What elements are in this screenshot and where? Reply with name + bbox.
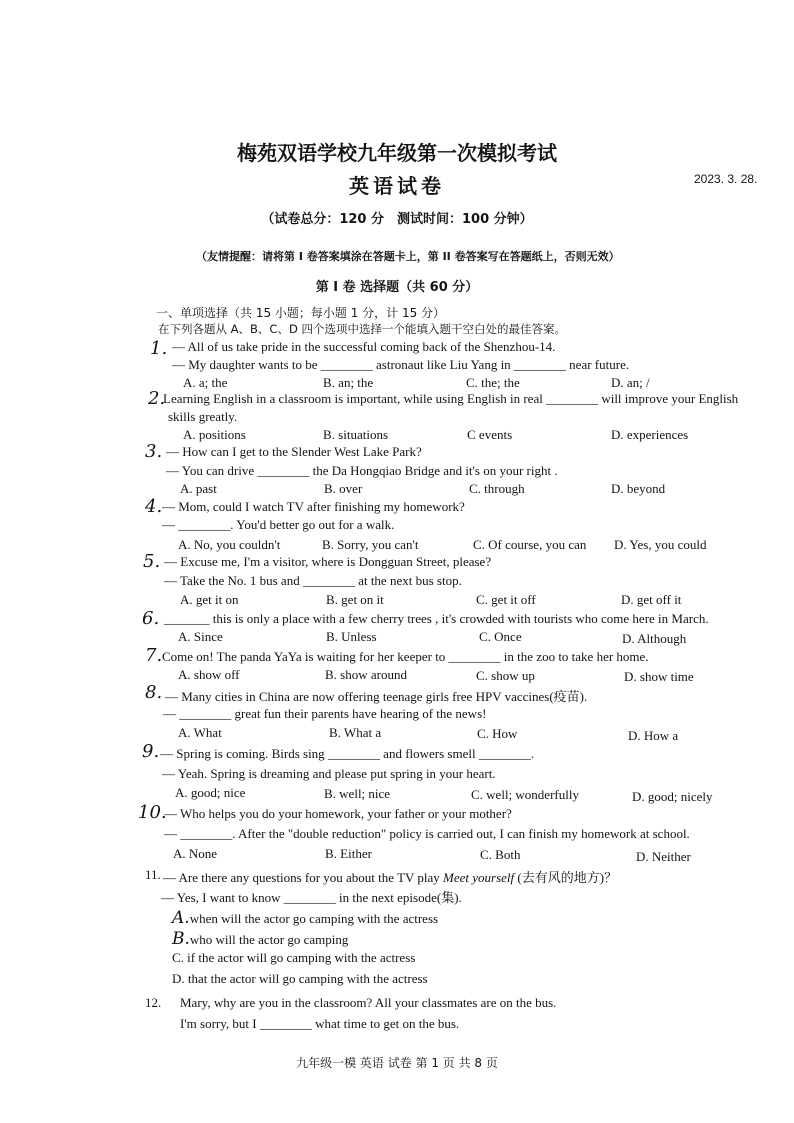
handwritten-mark: B.	[172, 929, 190, 949]
question-number: 7.	[145, 645, 163, 666]
question-line: — Who helps you do your homework, your father or your mother?	[164, 806, 512, 821]
option-a: A. Since	[178, 629, 223, 644]
question-number: 10.	[138, 802, 167, 823]
option-c: C. if the actor will go camping with the actress	[172, 950, 416, 965]
option-c: C. show up	[476, 668, 535, 683]
section-instruction: 在下列各题从 A、B、C、D 四个选项中选择一个能填入题干空白处的最佳答案。	[158, 322, 566, 336]
option-a: A. get it on	[180, 592, 239, 607]
question-line: skills greatly.	[168, 409, 238, 424]
option-d: D. that the actor will go camping with the actress	[172, 971, 428, 986]
exam-title: 梅苑双语学校九年级第一次模拟考试	[237, 141, 557, 165]
option-b: B. over	[324, 481, 363, 496]
option-a: A. good; nice	[175, 785, 246, 800]
part-title: 第 I 卷 选择题（共 60 分）	[315, 280, 479, 295]
option-a: A. a; the	[183, 375, 228, 390]
option-d: D. Neither	[636, 849, 691, 864]
question-number: 9.	[142, 741, 160, 762]
question-line: — ________. You'd better go out for a walk.	[162, 517, 395, 532]
question-number: 12.	[145, 995, 162, 1010]
option-d: D. an; /	[611, 375, 650, 390]
option-d: D. good; nicely	[632, 789, 713, 804]
question-number: 11.	[145, 867, 161, 882]
option-a: A. show off	[178, 667, 240, 682]
question-line: — Excuse me, I'm a visitor, where is Dongguan Street, please?	[164, 554, 492, 569]
question-line: — How can I get to the Slender West Lake Park?	[166, 444, 422, 459]
handwritten-mark: A.	[172, 908, 190, 928]
option-d: D. get off it	[621, 592, 682, 607]
option-a: A. past	[180, 481, 217, 496]
option-b: B. well; nice	[324, 786, 391, 801]
question-number: 5.	[143, 551, 161, 572]
section-title: 一、单项选择（共 15 小题；每小题 1 分，计 15 分）	[156, 306, 446, 320]
question-line: — Yeah. Spring is dreaming and please put spring in your heart.	[162, 766, 496, 781]
question-line: — Yes, I want to know ________ in the next episode(集).	[161, 890, 462, 905]
question-line: — ________. After the "double reduction" policy is carried out, I can finish my homework at school.	[164, 826, 690, 841]
option-a: A.when will the actor go camping with the actress	[172, 908, 439, 928]
question-line: Come on! The panda YaYa is waiting for her keeper to ________ in the zoo to take her home.	[162, 649, 649, 664]
option-b: B.who will the actor go camping	[172, 929, 349, 949]
question-number: 3.	[145, 441, 163, 462]
page-footer: 九年级一模 英语 试卷 第 1 页 共 8 页	[296, 1056, 498, 1070]
question-line: — You can drive ________ the Da Hongqiao Bridge and it's on your right .	[166, 463, 558, 478]
option-b: B. show around	[325, 667, 407, 682]
option-a: A. positions	[183, 427, 246, 442]
question-line: Learning English in a classroom is important, while using English in real ________ will improve your English	[163, 391, 739, 406]
option-c: C. through	[469, 481, 525, 496]
option-d: D. experiences	[611, 427, 689, 442]
question-line: — Mom, could I watch TV after finishing my homework?	[162, 499, 465, 514]
option-b: B. Either	[325, 846, 372, 861]
option-c: C. Of course, you can	[473, 537, 587, 552]
question-number: 1.	[150, 338, 168, 359]
option-d: D. Yes, you could	[614, 537, 707, 552]
option-c: C. Both	[480, 847, 521, 862]
option-b: B. situations	[323, 427, 389, 442]
question-line: — Spring is coming. Birds sing ________ and flowers smell ________.	[160, 746, 535, 761]
option-c: C. well; wonderfully	[471, 787, 579, 802]
option-a: A. No, you couldn't	[178, 537, 281, 552]
option-d: D. beyond	[611, 481, 666, 496]
option-c: C. get it off	[476, 592, 536, 607]
option-b: B. get on it	[326, 592, 384, 607]
question-number: 8.	[145, 682, 163, 703]
question-number: 6.	[142, 608, 160, 629]
question-line: I'm sorry, but I ________ what time to get on the bus.	[180, 1016, 460, 1031]
question-line: — Are there any questions for you about the TV play Meet yourself (去有风的地方)？	[163, 870, 618, 885]
question-line: Mary, why are you in the classroom? All your classmates are on the bus.	[180, 995, 557, 1010]
option-d: D. show time	[624, 669, 694, 684]
tv-play-title: Meet yourself	[443, 870, 515, 885]
question-line: _______ this is only a place with a few cherry trees , it's crowded with tourists who come here in March.	[164, 611, 709, 626]
option-c: C. How	[477, 726, 518, 741]
question-line: — All of us take pride in the successful coming back of the Shenzhou-14.	[172, 339, 556, 354]
option-b: B. an; the	[323, 375, 374, 390]
question-line: — ________ great fun their parents have hearing of the news!	[163, 706, 487, 721]
option-c: C. Once	[479, 629, 522, 644]
question-number: 2.	[148, 388, 166, 409]
option-d: D. How a	[628, 728, 679, 743]
question-line: — Take the No. 1 bus and ________ at the next bus stop.	[164, 573, 462, 588]
option-b: B. Sorry, you can't	[322, 537, 419, 552]
subject-title: 英语试卷	[349, 174, 445, 198]
exam-date: 2023. 3. 28.	[694, 172, 758, 186]
question-line: — Many cities in China are now offering teenage girls free HPV vaccines(疫苗).	[165, 689, 588, 704]
question-line: — My daughter wants to be ________ astronaut like Liu Yang in ________ near future.	[172, 357, 630, 372]
option-a: A. What	[178, 725, 222, 740]
option-a: A. None	[173, 846, 218, 861]
option-c: C. the; the	[466, 375, 520, 390]
exam-meta: （试卷总分：120 分 测试时间：100 分钟）	[261, 212, 533, 227]
option-c: C events	[467, 427, 513, 442]
option-b: B. Unless	[326, 629, 377, 644]
option-b: B. What a	[329, 725, 382, 740]
option-d: D. Although	[622, 631, 687, 646]
exam-tip: （友情提醒：请将第 I 卷答案填涂在答题卡上，第 II 卷答案写在答题纸上，否则无效）	[196, 250, 620, 263]
question-number: 4.	[145, 496, 163, 517]
